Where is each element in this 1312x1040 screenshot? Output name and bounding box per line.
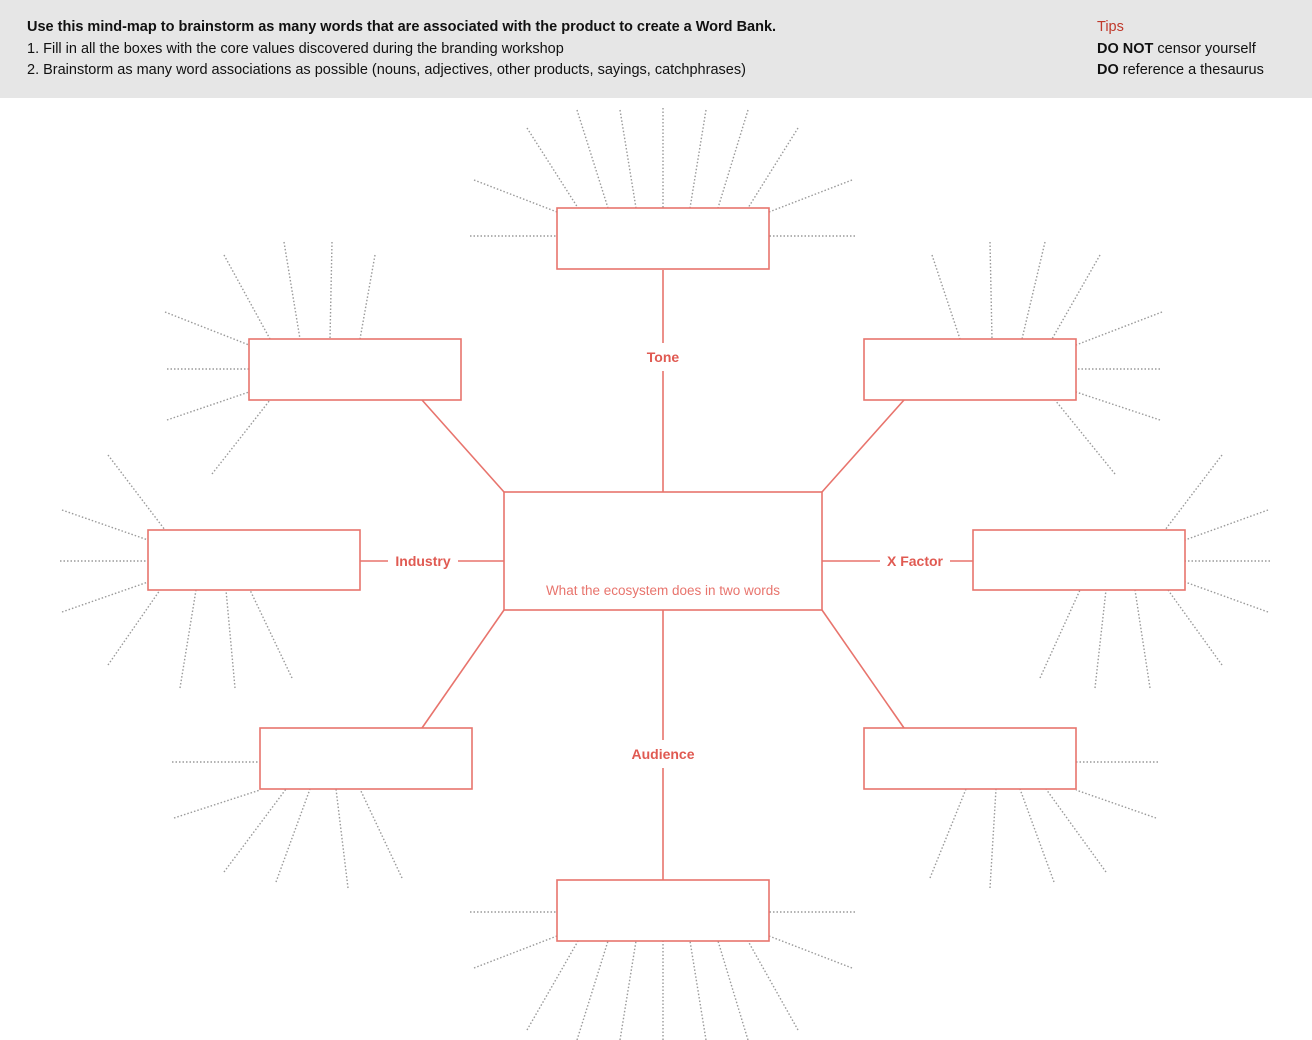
brainstorm-spoke (1076, 312, 1162, 345)
tip-1-text: censor yourself (1153, 40, 1256, 57)
box-tone[interactable] (557, 208, 769, 269)
brainstorm-spoke (360, 255, 375, 339)
brainstorm-spoke (1046, 789, 1106, 872)
brainstorm-spoke (769, 936, 852, 968)
brainstorm-spoke (1185, 510, 1268, 540)
brainstorm-spoke (690, 110, 706, 208)
brainstorm-spoke (932, 255, 960, 339)
brainstorm-spoke (1040, 590, 1080, 678)
box-upper-right[interactable] (864, 339, 1076, 400)
brainstorm-spoke (620, 941, 636, 1040)
brainstorm-spoke (180, 590, 196, 688)
tip-2-bold: DO (1097, 62, 1119, 78)
brainstorm-spoke (224, 789, 286, 872)
brainstorm-spoke (474, 936, 557, 968)
brainstorm-spoke (1135, 590, 1150, 688)
box-industry[interactable] (148, 530, 360, 590)
box-lower-left[interactable] (260, 728, 472, 789)
brainstorm-spoke (1076, 790, 1156, 818)
brainstorm-spoke (718, 941, 748, 1040)
brainstorm-spoke (930, 789, 966, 878)
instruction-step-2: 2. Brainstorm as many word associations as possible (nouns, adjectives, other products, sayings, catchphrases) (27, 62, 746, 78)
brainstorm-spoke (1095, 590, 1106, 688)
tip-2-text: reference a thesaurus (1118, 62, 1264, 78)
box-upper-left[interactable] (249, 339, 461, 400)
brainstorm-spoke (108, 590, 160, 665)
brainstorm-spoke (1165, 455, 1222, 530)
brainstorm-spoke (226, 590, 235, 688)
brainstorm-spoke (577, 941, 608, 1040)
tips-title: Tips (1097, 19, 1124, 35)
brainstorm-spoke (1168, 590, 1222, 665)
brainstorm-spoke (577, 110, 608, 208)
brainstorm-spoke (748, 128, 798, 208)
instructions-title: Use this mind-map to brainstorm as many words that are associated with the product to create a Word Bank. (27, 19, 777, 35)
brainstorm-spoke (1055, 400, 1115, 474)
box-lower-right[interactable] (864, 728, 1076, 789)
connector-upper-left (422, 400, 504, 492)
brainstorm-spoke (990, 242, 992, 339)
brainstorm-spoke (527, 128, 578, 208)
brainstorm-spoke (990, 789, 996, 888)
connector-upper-right (822, 400, 904, 492)
label-audience: Audience (631, 746, 695, 762)
brainstorm-spoke (769, 180, 852, 212)
brainstorm-spoke (62, 510, 148, 540)
brainstorm-spoke (167, 392, 249, 420)
tip-1-bold: DO NOT (1097, 40, 1154, 57)
brainstorm-spoke (212, 400, 270, 474)
brainstorm-spoke (1076, 392, 1160, 420)
brainstorm-spoke (336, 789, 348, 888)
brainstorm-spoke (1022, 242, 1045, 339)
brainstorm-spoke (224, 255, 270, 339)
brainstorm-spoke (165, 312, 249, 345)
label-tone: Tone (646, 349, 680, 365)
brainstorm-spoke (62, 582, 148, 612)
brainstorm-spoke (276, 789, 310, 882)
brainstorm-spoke (1052, 255, 1100, 339)
box-audience[interactable] (557, 880, 769, 941)
brainstorm-spoke (718, 110, 748, 208)
center-caption: What the ecosystem does in two words (545, 583, 781, 598)
brainstorm-spoke (527, 941, 578, 1030)
label-industry: Industry (395, 553, 451, 569)
brainstorm-spoke (174, 790, 260, 818)
brainstorm-spoke (1185, 582, 1268, 612)
brainstorm-spoke (360, 789, 402, 878)
brainstorm-spoke (284, 242, 300, 339)
brainstorm-spoke (108, 455, 165, 530)
brainstorm-spoke (330, 242, 332, 339)
box-x-factor[interactable] (973, 530, 1185, 590)
connector-lower-left (422, 610, 504, 728)
brainstorm-spoke (620, 110, 636, 208)
brainstorm-spoke (1020, 789, 1054, 882)
brainstorm-spoke (690, 941, 706, 1040)
brainstorm-spoke (250, 590, 292, 678)
boxes (148, 208, 1185, 941)
label-x-factor: X Factor (886, 553, 944, 569)
brainstorm-spoke (748, 941, 798, 1030)
connector-lower-right (822, 610, 904, 728)
brainstorm-spoke (474, 180, 557, 212)
instruction-step-1: 1. Fill in all the boxes with the core values discovered during the branding workshop (27, 40, 564, 57)
